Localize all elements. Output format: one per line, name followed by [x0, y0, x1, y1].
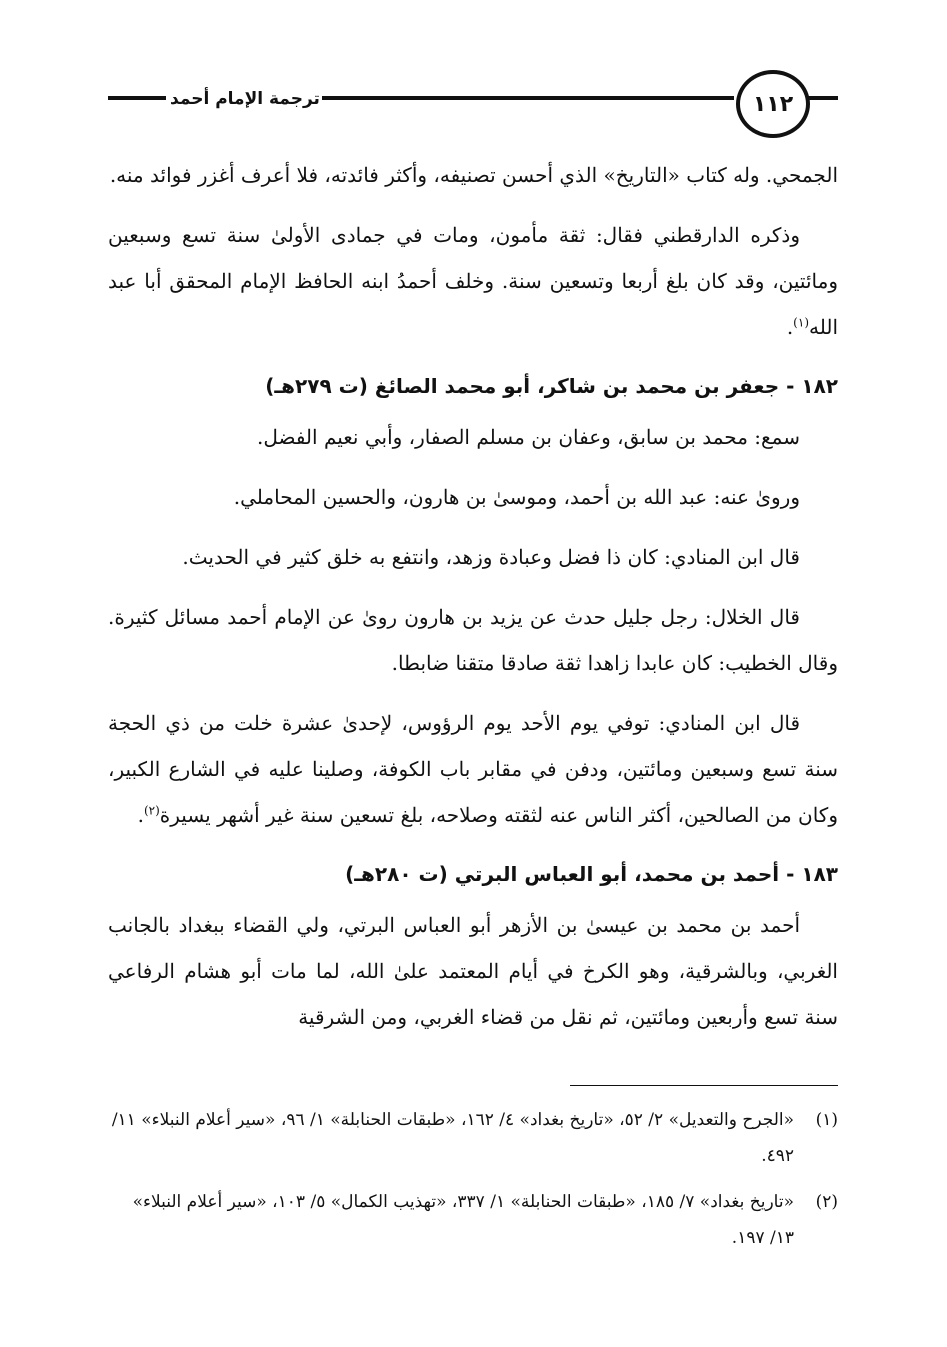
footnote-ref: (٢) — [143, 803, 160, 818]
paragraph: الجمحي. وله كتاب «التاريخ» الذي أحسن تصنيفه، وأكثر فائدته، فلا أعرف أغزر فوائد منه. — [109, 163, 838, 187]
entry-heading-182: ١٨٢ - جعفر بن محمد بن شاكر، أبو محمد الصائغ (ت ٢٧٩هـ) — [265, 374, 838, 398]
footnote — [108, 1184, 838, 1256]
paragraph: سمع: محمد بن سابق، وعفان بن مسلم الصفار، وأبي نعيم الفضل. — [256, 425, 800, 449]
paragraph: قال ابن المنادي: كان ذا فضل وعبادة وزهد، وانتفع به خلق كثير في الحديث. — [182, 545, 800, 569]
footnote-text: «تاريخ بغداد» ٧/ ١٨٥، «طبقات الحنابلة» ١/ ٣٣٧، «تهذيب الكمال» ٥/ ١٠٣، «سير أعلام النبلاء» ١٣/ ١٩٧. — [132, 1192, 794, 1248]
footnote-number: (٢) — [815, 1192, 838, 1212]
footnote-separator — [570, 1085, 838, 1086]
paragraph: قال ابن المنادي: توفي يوم الأحد يوم الرؤوس، لإحدىٰ عشرة خلت من ذي الحجة سنة تسع وسبعين ومائتين، ودفن في مقابر باب الكوفة، وصلينا عليه في الشارع الكبير، وكان من الصالحين، أكثر الناس عنه لثقته وصلاحه، بلغ تسعين سنة غير أشهر يسيرة$^{(٢)}$. — [108, 711, 838, 827]
footnote-text: «الجرح والتعديل» ٢/ ٥٢، «تاريخ بغداد» ٤/ ١٦٢، «طبقات الحنابلة» ١/ ٩٦، «سير أعلام النبلاء» ١١/ ٤٩٢. — [111, 1110, 794, 1166]
page-number: ١١٢ — [736, 70, 810, 138]
paragraph: وذكره الدارقطني فقال: ثقة مأمون، ومات في جمادى الأولىٰ سنة تسع وسبعين ومائتين، وقد كان بلغ أربعا وتسعين سنة. وخلف أحمدُ ابنه الحافظ الإمام المحقق أبا عبد الله$^{(١)}$. — [108, 223, 838, 339]
header-rule-middle — [322, 96, 734, 100]
footnote — [108, 1102, 838, 1174]
running-title: ترجمة الإمام أحمد — [170, 89, 320, 109]
paragraph: أحمد بن محمد بن عيسىٰ بن الأزهر أبو العباس البرتي، ولي القضاء ببغداد بالجانب الغربي، وبالشرقية، وهو الكرخ في أيام المعتمد علىٰ الله، لما مات أبو هشام الرفاعي سنة تسع وأربعين ومائتين، ثم نقل من قضاء الغربي، ومن الشرقية — [108, 913, 838, 1029]
entry-heading-183: ١٨٣ - أحمد بن محمد، أبو العباس البرتي (ت ٢٨٠هـ) — [345, 862, 838, 886]
paragraph: وروىٰ عنه: عبد الله بن أحمد، وموسىٰ بن هارون، والحسين المحاملي. — [233, 485, 800, 509]
footnote-number: (١) — [815, 1110, 838, 1130]
footnotes — [108, 1102, 838, 1266]
page-header — [108, 72, 838, 132]
header-rule-right — [808, 96, 838, 100]
main-text — [108, 152, 838, 1054]
paragraph: قال الخلال: رجل جليل حدث عن يزيد بن هارون روىٰ عن الإمام أحمد مسائل كثيرة. وقال الخطيب: كان عابدا زاهدا ثقة صادقا متقنا ضابطا. — [108, 605, 838, 675]
paragraph-text: قال ابن المنادي: توفي يوم الأحد يوم الرؤوس، لإحدىٰ عشرة خلت من ذي الحجة سنة تسع وسبعين ومائتين، ودفن في مقابر باب الكوفة، وصلينا عليه في الشارع الكبير، وكان من الصالحين، أكثر الناس عنه لثقته وصلاحه، بلغ تسعين سنة غير أشهر يسيرة — [108, 711, 838, 827]
paragraph-text: وذكره الدارقطني فقال: ثقة مأمون، ومات في جمادى الأولىٰ سنة تسع وسبعين ومائتين، وقد كان بلغ أربعا وتسعين سنة. وخلف أحمدُ ابنه الحافظ الإمام المحقق أبا عبد الله — [108, 223, 838, 339]
footnote-ref: (١) — [793, 315, 809, 330]
header-rule-left — [108, 96, 166, 100]
